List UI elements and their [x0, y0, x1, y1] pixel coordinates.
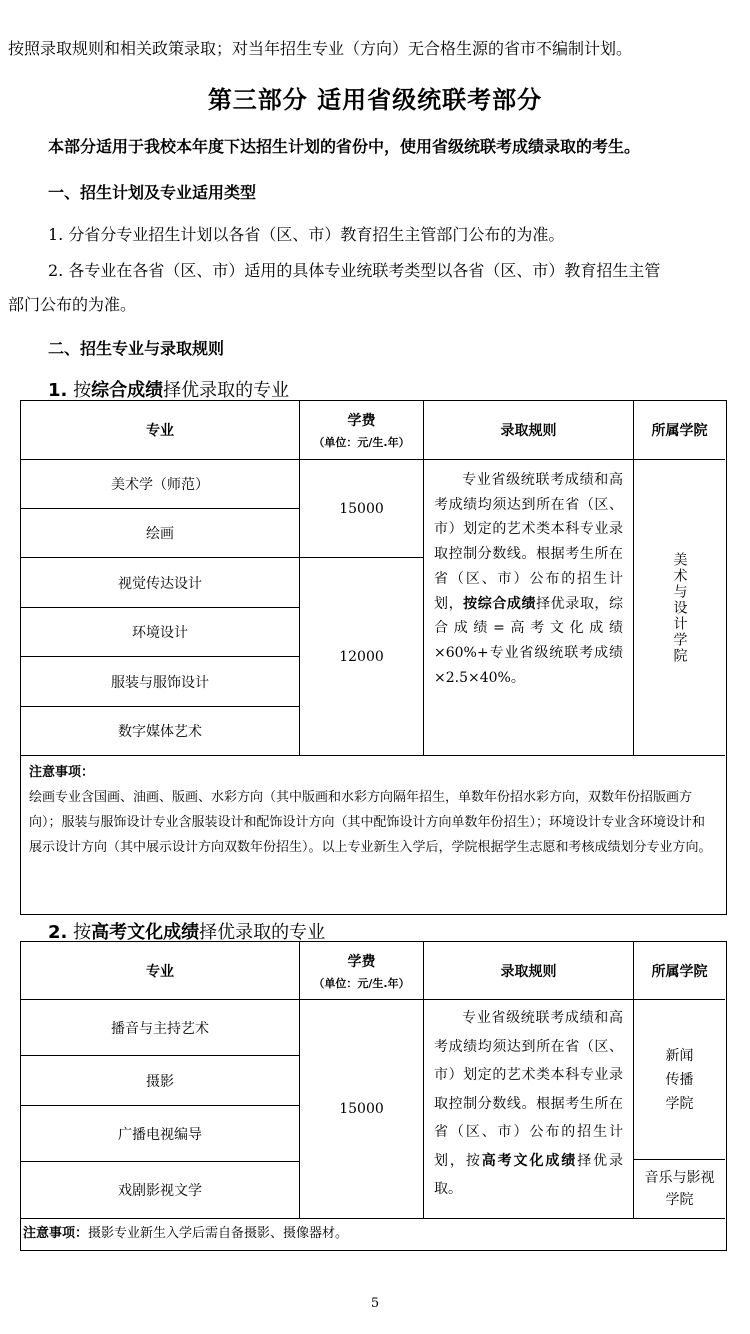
table-culture-score: [20, 941, 727, 1251]
section1-item2-line1: 2. 各专业在各省（区、市）适用的具体专业统联考类型以各省（区、市）教育招生主管: [48, 261, 661, 280]
subsection2-title: 2. 按高考文化成绩择优录取的专业: [48, 922, 326, 943]
section1-item2-line2: 部门公布的为准。: [8, 295, 137, 314]
notice: 注意事项： 绘画专业含国画、油画、版画、水彩方向（其中版画和水彩方向隔年招生，单数年份招水彩方向，双数年份招版画方向）；服装与服饰设计专业含服装设计和配饰设计方向（其中配饰设计方向单数年份招生）；环境设计专业含环境设计和展示设计方向（其中展示设计方向双数年份招生）。以上专业新生入学后，学院根据学生志愿和考核成绩划分专业方向。: [29, 765, 712, 855]
header-rule: 录取规则: [424, 401, 634, 460]
table-row: 戏剧影视文学: [21, 1162, 300, 1219]
table-row: 摄影: [21, 1056, 300, 1106]
fee-cell: 15000: [300, 1000, 424, 1219]
header-college: 所属学院: [634, 942, 725, 1000]
admission-rule: 专业省级统联考成绩和高考成绩均须达到所在省（区、市）划定的艺术类本科专业录取控制分数线。根据考生所在省（区、市）公布的招生计划，按高考文化成绩择优录取。: [424, 1000, 634, 1219]
college-cell: 新闻传播学院: [634, 1000, 725, 1160]
header-fee: 学费 （单位：元/生.年）: [300, 942, 424, 1000]
table-row: 视觉传达设计: [21, 558, 300, 608]
header-rule: 录取规则: [424, 942, 634, 1000]
college-cell: 美术与设计学院: [634, 460, 725, 756]
section1-heading: 一、招生计划及专业适用类型: [48, 183, 257, 202]
table-comprehensive-score: [20, 400, 727, 915]
section1-item1: 1. 分省分专业招生计划以各省（区、市）教育招生主管部门公布的为准。: [48, 225, 565, 244]
part-intro: 本部分适用于我校本年度下达招生计划的省份中，使用省级统联考成绩录取的考生。: [48, 137, 641, 156]
table-row: 广播电视编导: [21, 1106, 300, 1162]
table-row: 服装与服饰设计: [21, 657, 300, 707]
admission-rule: 专业省级统联考成绩和高考成绩均须达到所在省（区、市）划定的艺术类本科专业录取控制分数线。根据考生所在省（区、市）公布的招生计划，按综合成绩择优录取，综合成绩=高考文化成绩×60%+专业省级统联考成绩×2.5×40%。: [424, 460, 634, 756]
header-college: 所属学院: [634, 401, 725, 460]
header-major: 专业: [21, 942, 300, 1000]
subsection1-title: 1. 按综合成绩择优录取的专业: [48, 380, 290, 401]
table-row: 数字媒体艺术: [21, 707, 300, 756]
header-fee: 学费 （单位：元/生.年）: [300, 401, 424, 460]
header-major: 专业: [21, 401, 300, 460]
college-cell: 音乐与影视学院: [634, 1160, 725, 1219]
fee-cell: 15000: [300, 460, 424, 558]
intro-line: 按照录取规则和相关政策录取；对当年招生专业（方向）无合格生源的省市不编制计划。: [8, 39, 633, 58]
section2-heading: 二、招生专业与录取规则: [48, 339, 225, 358]
table-row: 绘画: [21, 509, 300, 558]
fee-cell: 12000: [300, 558, 424, 756]
table-row: 播音与主持艺术: [21, 1000, 300, 1056]
table-row: 美术学（师范）: [21, 460, 300, 509]
notice: 注意事项：摄影专业新生入学后需自备摄影、摄像器材。: [23, 1226, 349, 1241]
page-number: 5: [370, 1296, 380, 1311]
table-row: 环境设计: [21, 608, 300, 657]
part-title: 第三部分 适用省级统联考部分: [207, 86, 543, 114]
